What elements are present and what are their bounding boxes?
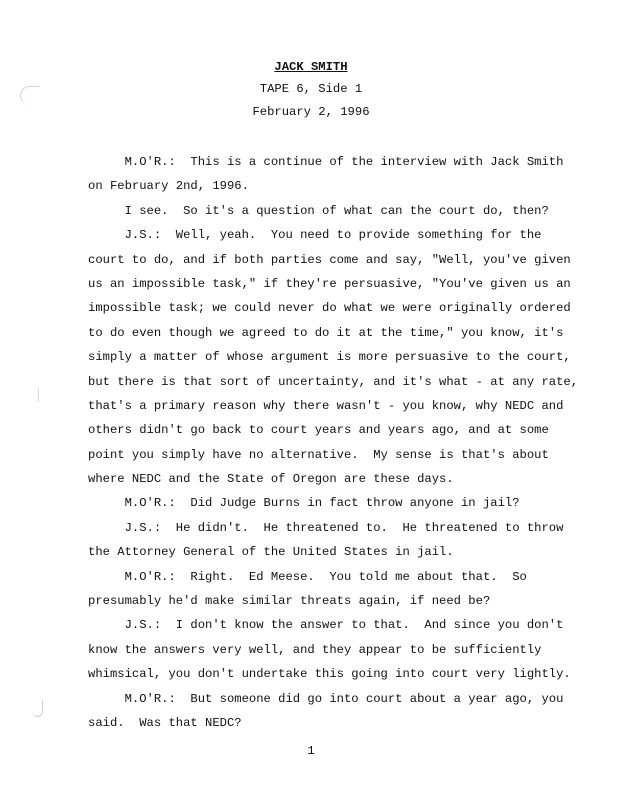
transcript-line: J.S.: I don't know the answer to that. And since you don't bbox=[88, 618, 564, 633]
transcript-line: where NEDC and the State of Oregon are these days. bbox=[88, 472, 454, 487]
transcript-line: but there is that sort of uncertainty, and it's what - at any rate, bbox=[88, 374, 579, 389]
page-number: 1 bbox=[307, 744, 315, 758]
scan-mark bbox=[38, 388, 43, 402]
transcript-line: impossible task; we could never do what we were originally ordered bbox=[88, 301, 571, 316]
transcript-line: point you simply have no alternative. My sense is that's about bbox=[88, 447, 549, 462]
transcript-body bbox=[88, 150, 579, 735]
transcript-line: that's a primary reason why there wasn't - you know, why NEDC and bbox=[88, 398, 564, 413]
transcript-line: M.O'R.: Right. Ed Meese. You told me about that. So bbox=[88, 569, 527, 584]
transcript-line: M.O'R.: But someone did go into court about a year ago, you bbox=[88, 691, 564, 706]
transcript-line: M.O'R.: This is a continue of the interview with Jack Smith bbox=[88, 155, 564, 169]
transcript-line: whimsical, you don't undertake this going into court very lightly. bbox=[88, 667, 571, 682]
transcript-line: presumably he'd make similar threats again, if need be? bbox=[88, 594, 491, 609]
transcript-line: us an impossible task," if they're persuasive, "You've given us an bbox=[88, 276, 571, 291]
transcript-line: know the answers very well, and they appear to be sufficiently bbox=[88, 642, 542, 657]
transcript-line: the Attorney General of the United States in jail. bbox=[88, 545, 454, 560]
transcript-line: said. Was that NEDC? bbox=[88, 715, 242, 730]
transcript-line: to do even though we agreed to do it at the time," you know, it's bbox=[88, 325, 564, 340]
scan-mark bbox=[32, 700, 43, 717]
transcript-line: court to do, and if both parties come and say, "Well, you've given bbox=[88, 252, 571, 267]
transcript-line: others didn't go back to court years and years ago, and at some bbox=[88, 423, 549, 438]
transcript-line: M.O'R.: Did Judge Burns in fact throw anyone in jail? bbox=[88, 496, 520, 511]
transcript-line: on February 2nd, 1996. bbox=[88, 179, 249, 194]
interview-date: February 2, 1996 bbox=[252, 105, 370, 119]
document-title: JACK SMITH bbox=[274, 60, 348, 74]
transcript-line: simply a matter of whose argument is more persuasive to the court, bbox=[88, 350, 571, 365]
transcript-line: I see. So it's a question of what can the court do, then? bbox=[88, 203, 549, 218]
transcript-line: J.S.: Well, yeah. You need to provide something for the bbox=[88, 228, 542, 243]
transcript-line: J.S.: He didn't. He threatened to. He threatened to throw bbox=[88, 520, 564, 535]
tape-label: TAPE 6, Side 1 bbox=[259, 82, 363, 96]
